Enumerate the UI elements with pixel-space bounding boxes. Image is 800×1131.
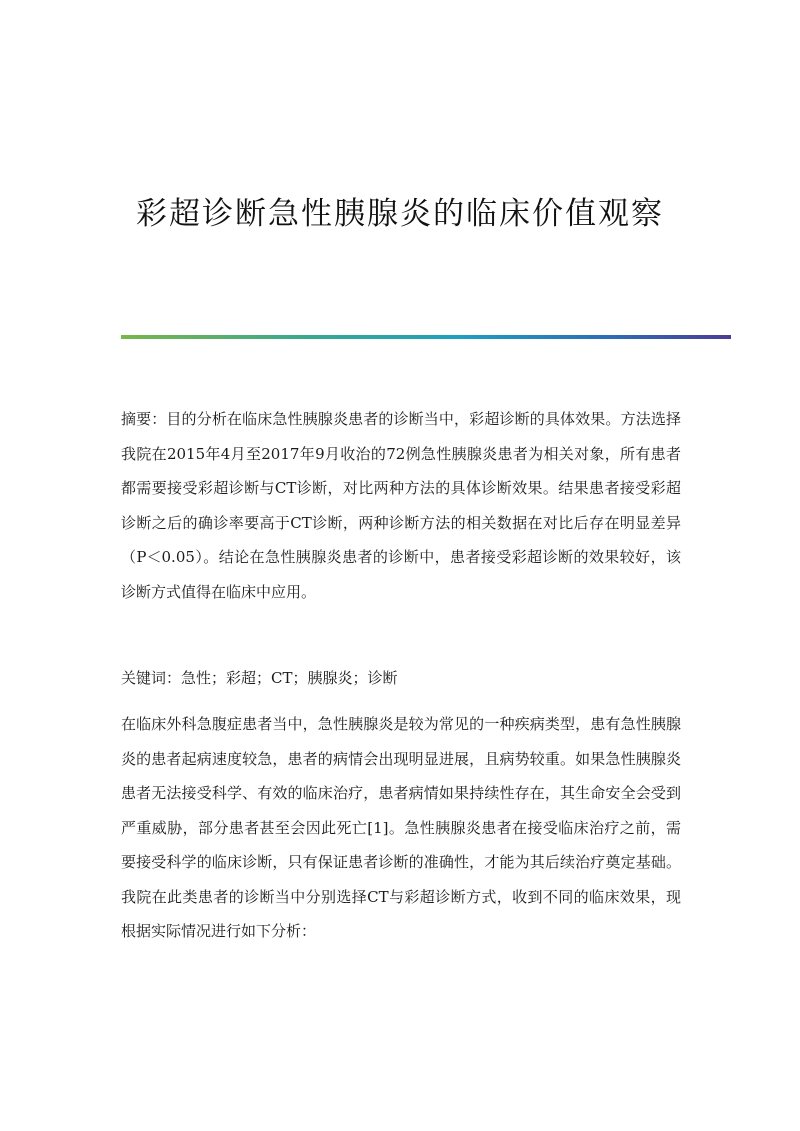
keywords-paragraph: 关键词：急性；彩超；CT；胰腺炎；诊断 (121, 669, 398, 687)
introduction-paragraph: 在临床外科急腹症患者当中，急性胰腺炎是较为常见的一种疾病类型，患有急性胰腺炎的患者起病速度较急，患者的病情会出现明显进展，且病势较重。如果急性胰腺炎患者无法接受科学、有效的临床治疗，患者病情如果持续性存在，其生命安全会受到严重威胁，部分患者甚至会因此死亡[1]。急性胰腺炎患者在接受临床治疗之前，需要接受科学的临床诊断，只有保证患者诊断的准确性，才能为其后续治疗奠定基础。我院在此类患者的诊断当中分别选择CT与彩超诊断方式，收到不同的临床效果，现根据实际情况进行如下分析： (121, 715, 681, 940)
title-divider (121, 335, 731, 339)
document-title: 彩超诊断急性胰腺炎的临床价值观察 (136, 196, 664, 232)
abstract-paragraph: 摘要：目的分析在临床急性胰腺炎患者的诊断当中，彩超诊断的具体效果。方法选择我院在2015年4月至2017年9月收治的72例急性胰腺炎患者为相关对象，所有患者都需要接受彩超诊断与CT诊断，对比两种方法的具体诊断效果。结果患者接受彩超诊断之后的确诊率要高于CT诊断，两种诊断方法的相关数据在对比后存在明显差异（P＜0.05）。结论在急性胰腺炎患者的诊断中，患者接受彩超诊断的效果较好，该诊断方式值得在临床中应用。 (121, 410, 681, 601)
